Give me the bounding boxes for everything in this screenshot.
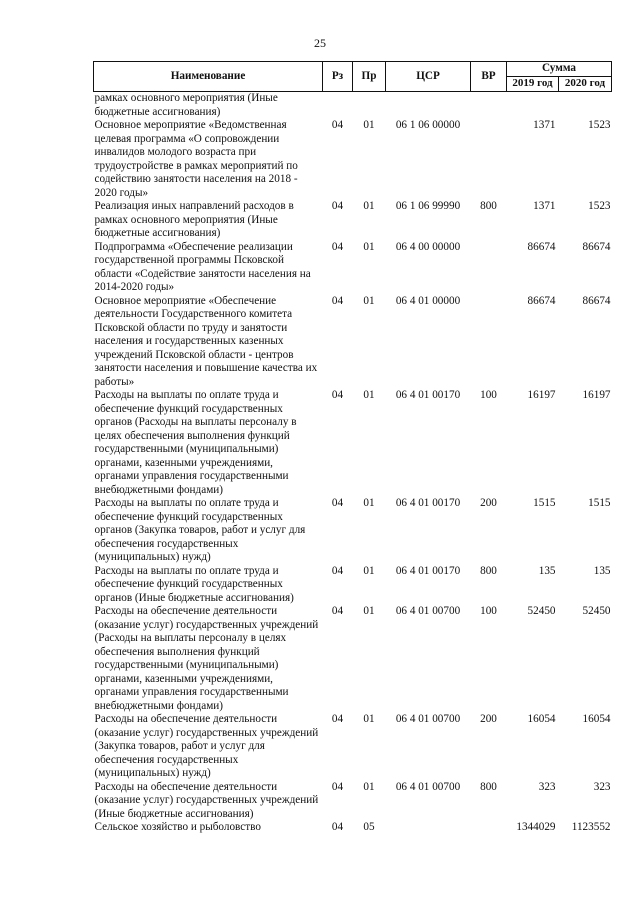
cell-rz: 04 [331, 497, 344, 509]
cell-vr: 200 [480, 713, 497, 725]
cell-sum-2020: 1523 [588, 119, 611, 131]
cell-pr: 01 [363, 713, 375, 725]
cell-vr [471, 119, 507, 200]
cell-name: Сельское хозяйство и рыболовство [94, 821, 261, 833]
table-row [94, 821, 612, 835]
table-header [94, 62, 612, 92]
cell-pr: 01 [363, 564, 375, 577]
cell-sum-2020: 16054 [582, 713, 611, 725]
cell-pr: 01 [363, 605, 375, 617]
cell-vr: 100 [480, 605, 497, 617]
cell-sum-2019: 135 [538, 564, 556, 577]
cell-vr [471, 92, 507, 120]
cell-rz [323, 92, 353, 120]
cell-name: Реализация иных направлений расходов в рамках основного мероприятия (Иные бюджетные ассигнования) [94, 200, 294, 239]
cell-sum-2020: 16197 [582, 389, 611, 401]
cell-name: Основное мероприятие «Обеспечение деятельности Государственного комитета Псковской области по труду и занятости населения и государственных казенных учреждений Псковской области - центров занятости населения и повышение качества их работы» [94, 294, 318, 388]
page-number: 25 [314, 36, 326, 50]
cell-name: Расходы на выплаты по оплате труда и обеспечение функций государственных органов (Расходы на выплаты персоналу в целях обеспечения выполнения функций государственными (муниципальными) органами, казенными учреждениями, органами управления государственными внебюджетными фондами) [94, 389, 297, 496]
cell-name: Основное мероприятие «Ведомственная целевая программа «О сопровождении инвалидов молодого возраста при трудоустройстве в рамках мероприятий по содействию занятости населения на 2018 - 2020 годы» [94, 119, 298, 199]
cell-vr: 200 [480, 497, 497, 509]
cell-vr: 800 [480, 200, 497, 212]
table-row [94, 295, 612, 390]
cell-csr [386, 821, 471, 835]
cell-rz: 04 [331, 564, 344, 577]
table-body [94, 92, 612, 835]
cell-sum-2020 [559, 92, 612, 120]
cell-sum-2019 [507, 92, 559, 120]
cell-sum-2020: 135 [593, 564, 611, 577]
table-row [94, 565, 612, 606]
cell-csr: 06 4 01 00170 [395, 497, 461, 509]
cell-name: рамках основного мероприятия (Иные бюджетные ассигнования) [94, 92, 278, 118]
cell-vr [471, 241, 507, 295]
cell-rz: 04 [331, 605, 344, 617]
table-row [94, 605, 612, 713]
table-row [94, 241, 612, 295]
header-sum: Сумма [507, 62, 612, 77]
cell-vr [471, 821, 507, 835]
cell-rz: 04 [331, 119, 344, 131]
cell-rz: 04 [331, 294, 344, 307]
cell-sum-2019: 1371 [533, 119, 556, 131]
cell-sum-2019: 1344029 [516, 821, 556, 833]
cell-pr: 01 [363, 294, 375, 307]
cell-sum-2020: 1523 [588, 200, 611, 212]
cell-vr: 800 [480, 780, 497, 793]
cell-sum-2020: 86674 [582, 240, 611, 253]
cell-csr: 06 4 01 00170 [395, 389, 461, 401]
cell-pr: 01 [363, 780, 375, 793]
cell-name: Расходы на обеспечение деятельности (оказание услуг) государственных учреждений (Иные бюджетные ассигнования) [94, 780, 319, 820]
table-row [94, 781, 612, 822]
budget-table [93, 61, 612, 835]
cell-name: Расходы на обеспечение деятельности (оказание услуг) государственных учреждений (Закупка товаров, работ и услуг для обеспечения государственных (муниципальных) нужд) [94, 713, 319, 779]
table-row [94, 92, 612, 120]
cell-name: Подпрограмма «Обеспечение реализации государственной программы Псковской области «Содействие занятости населения на 2014-2020 годы» [94, 240, 311, 293]
cell-csr: 06 4 00 00000 [395, 240, 461, 253]
table-row [94, 713, 612, 781]
cell-vr [471, 295, 507, 390]
cell-rz: 04 [331, 200, 344, 212]
cell-csr: 06 4 01 00700 [395, 780, 461, 793]
cell-pr: 05 [363, 821, 375, 833]
cell-sum-2020: 52450 [582, 605, 611, 617]
cell-rz: 04 [331, 240, 344, 253]
cell-sum-2019: 1371 [533, 200, 556, 212]
header-vr: ВР [471, 62, 507, 92]
cell-csr: 06 4 01 00170 [395, 564, 461, 577]
table-row [94, 200, 612, 241]
cell-name: Расходы на выплаты по оплате труда и обеспечение функций государственных органов (Иные бюджетные ассигнования) [94, 564, 294, 604]
header-csr: ЦСР [386, 62, 471, 92]
cell-pr: 01 [363, 119, 375, 131]
cell-pr: 01 [363, 240, 375, 253]
cell-pr [353, 92, 386, 120]
cell-rz: 04 [331, 821, 344, 833]
cell-csr: 06 4 01 00000 [395, 294, 461, 307]
cell-csr: 06 1 06 99990 [395, 200, 461, 212]
table-row [94, 119, 612, 200]
header-name: Наименование [94, 62, 323, 92]
cell-sum-2019: 323 [538, 780, 556, 793]
cell-sum-2019: 16197 [527, 389, 556, 401]
header-2020: 2020 год [559, 77, 612, 92]
cell-rz: 04 [331, 713, 344, 725]
cell-rz: 04 [331, 780, 344, 793]
table-row [94, 497, 612, 565]
cell-sum-2020: 1123552 [571, 821, 611, 833]
cell-vr: 100 [480, 389, 497, 401]
cell-rz: 04 [331, 389, 344, 401]
table-row [94, 389, 612, 497]
header-2019: 2019 год [507, 77, 559, 92]
cell-name: Расходы на выплаты по оплате труда и обеспечение функций государственных органов (Закупка товаров, работ и услуг для обеспечения государственных (муниципальных) нужд) [94, 497, 306, 563]
cell-name: Расходы на обеспечение деятельности (оказание услуг) государственных учреждений (Расходы на выплаты персоналу в целях обеспечения выполнения функций государственными (муниципальными) органами, казенными учреждениями, органами управления государственными внебюджетными фондами) [94, 605, 319, 712]
cell-pr: 01 [363, 497, 375, 509]
cell-csr: 06 4 01 00700 [395, 713, 461, 725]
cell-sum-2019: 86674 [527, 294, 556, 307]
cell-sum-2019: 52450 [527, 605, 556, 617]
cell-sum-2020: 323 [593, 780, 611, 793]
cell-sum-2019: 86674 [527, 240, 556, 253]
header-rz: Рз [323, 62, 353, 92]
cell-csr: 06 4 01 00700 [395, 605, 461, 617]
header-pr: Пр [353, 62, 386, 92]
cell-sum-2020: 1515 [588, 497, 611, 509]
cell-pr: 01 [363, 389, 375, 401]
cell-sum-2019: 1515 [533, 497, 556, 509]
cell-pr: 01 [363, 200, 375, 212]
cell-csr [386, 92, 471, 120]
cell-vr: 800 [480, 564, 497, 577]
cell-sum-2019: 16054 [527, 713, 556, 725]
cell-sum-2020: 86674 [582, 294, 611, 307]
cell-csr: 06 1 06 00000 [395, 119, 461, 131]
